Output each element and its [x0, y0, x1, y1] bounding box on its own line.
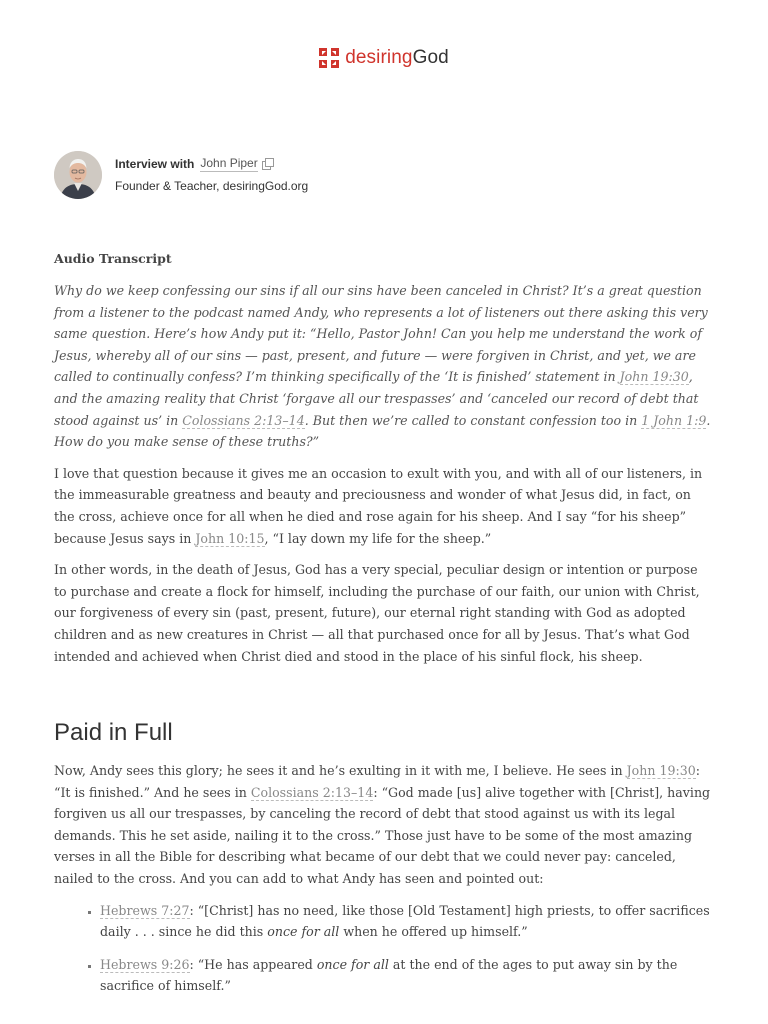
scripture-link-hebrews-7-27[interactable]: Hebrews 7:27	[100, 902, 190, 918]
scripture-link-john-19-30-b[interactable]: John 19:30	[626, 763, 696, 779]
logo-text-desiring: desiring	[345, 47, 413, 68]
author-heading	[115, 155, 308, 173]
logo-text-god: God	[412, 47, 449, 68]
scripture-link-colossians-2-13-b[interactable]: Colossians 2:13–14	[250, 784, 374, 800]
article-body	[54, 250, 714, 1008]
scripture-link-colossians-2-13[interactable]: Colossians 2:13–14	[182, 412, 305, 428]
list-item-text-2: at the end of the ages to put away sin by the sacrifice of himself.”	[100, 956, 678, 994]
paragraph-3-text-3: : “God made [us] alive together with [Christ], having forgiven us all our trespasses, by canceling the record of debt that stood against us with its legal demands. This he set aside, nailing it to the cross.” Those just have to be some of the most amazing verses in all the Bible for describing what became of our debt that we could never pay: canceled, nailed to the cross. And you can add to what Andy has seen and pointed out:	[54, 784, 711, 887]
list-item-emphasis: once for all	[316, 956, 389, 972]
paragraph-1	[54, 463, 714, 549]
scripture-link-hebrews-9-26[interactable]: Hebrews 9:26	[100, 956, 190, 972]
author-name-link[interactable]: John Piper	[200, 156, 258, 170]
scripture-link-john-19-30[interactable]: John 19:30	[619, 369, 689, 385]
list-item-text-1: : “[Christ] has no need, like those [Old Testament] high priests, to offer sacrifices daily . . . since he did this	[100, 902, 710, 940]
author-photo-icon	[54, 151, 102, 199]
desiring-god-logo-icon	[319, 48, 339, 68]
intro-text-3: . But then we’re called to constant confession too in	[304, 412, 642, 428]
intro-text-2: , and the amazing reality that Christ ‘forgave all our trespasses’ and ‘canceled our record of debt that stood against us’ in	[54, 369, 699, 428]
scripture-link-john-10-15[interactable]: John 10:15	[195, 530, 265, 546]
paragraph-2: In other words, in the death of Jesus, God has a very special, peculiar design or intention or purpose to purchase and create a flock for himself, including the purchase of our faith, our union with Christ, our forgiveness of every sin (past, present, future), our eternal right standing with God as adopted children and as new creatures in Christ — all that purchased once for all by Jesus. That’s what God intended and achieved when Christ died and stood in the place of his sinful flock, his sheep.	[54, 562, 700, 664]
author-role: Founder & Teacher, desiringGod.org	[115, 179, 309, 193]
interview-with-label: Interview with	[115, 157, 195, 171]
author-block	[54, 151, 308, 199]
paragraph-1-text-1: I love that question because it gives me an occasion to exult with you, and with all of our listeners, in the immeasurable greatness and beauty and preciousness and wonder of what Jesus did, in fact, on the cross, achieve once for all when he died and rose again for his sheep. And I say “for his sheep” because Jesus says in	[54, 465, 703, 546]
site-logo[interactable]	[319, 46, 449, 70]
author-avatar[interactable]	[54, 151, 102, 199]
intro-text-1: Why do we keep confessing our sins if all our sins have been canceled in Christ? It’s a great question from a listener to the podcast named Andy, who represents a lot of listeners out there asking this very same question. Here’s how Andy put it: “Hello, Pastor John! Can you help me understand the work of Jesus, whereby all of our sins — past, present, and future — were forgiven in Christ, and yet, we are called to continually confess? I’m thinking specifically of the ‘It is finished’ statement in	[54, 283, 708, 385]
site-header	[0, 46, 768, 70]
section-heading-paid-in-full: Paid in Full	[54, 719, 173, 747]
scripture-link-1-john-1-9[interactable]: 1 John 1:9	[641, 412, 707, 428]
list-item-text-2: when he offered up himself.”	[339, 924, 528, 940]
paragraph-3	[54, 760, 714, 890]
list-item	[100, 900, 714, 943]
list-item	[100, 954, 714, 997]
paragraph-1-text-2: , “I lay down my life for the sheep.”	[264, 530, 492, 546]
site-logo-text	[345, 46, 449, 70]
audio-transcript-label: Audio Transcript	[54, 251, 172, 266]
paragraph-3-text-2: : “It is finished.” And he sees in	[54, 763, 701, 800]
paragraph-3-text-1: Now, Andy sees this glory; he sees it and he’s exulting in it with me, I believe. He sees in	[54, 763, 627, 779]
popout-icon[interactable]	[261, 157, 275, 171]
intro-text-4: . How do you make sense of these truths?”	[54, 412, 711, 450]
scripture-list	[54, 900, 714, 997]
list-item-text-1: : “He has appeared	[189, 956, 317, 972]
list-item-emphasis: once for all	[267, 924, 340, 940]
author-info	[115, 155, 308, 195]
intro-question	[54, 280, 714, 453]
